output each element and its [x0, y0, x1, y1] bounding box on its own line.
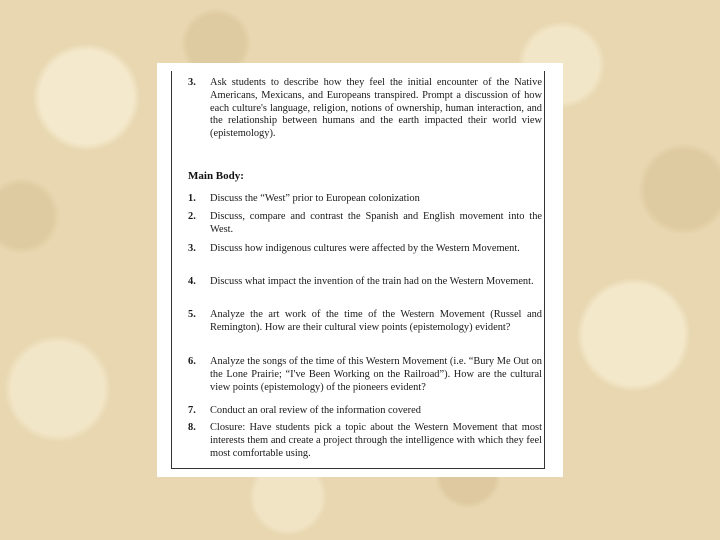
- document-frame: [171, 71, 545, 469]
- item-number: 7.: [188, 405, 196, 416]
- item-number: 2.: [188, 211, 196, 222]
- main-body-heading: Main Body:: [188, 170, 244, 182]
- item-number: 5.: [188, 309, 196, 320]
- item-text: Discuss the “West” prior to European colonization: [210, 193, 420, 204]
- item-number: 1.: [188, 193, 196, 204]
- item-text: Conduct an oral review of the information covered: [210, 405, 421, 416]
- item-text: Analyze the songs of the time of this Western Movement (i.e. “Bury Me Out on the Lone Prairie; “I've Been Working on the Railroad”). How are the cultural view points (epistemology) of the pioneers evident?: [210, 356, 542, 393]
- item-number: 3.: [188, 77, 196, 88]
- item-text: Closure: Have students pick a topic about the Western Movement that most interests them and create a project through the intelligence with which they feel most comfortable using.: [210, 422, 542, 459]
- item-text: Discuss how indigenous cultures were affected by the Western Movement.: [210, 243, 520, 254]
- item-text: Discuss what impact the invention of the train had on the Western Movement.: [210, 276, 534, 287]
- item-number: 8.: [188, 422, 196, 433]
- item-text: Ask students to describe how they feel the initial encounter of the Native Americans, Mexicans, and Europeans transpired. Prompt a discussion of how each culture's language, religion, notions of ownership, human interaction, and the relationship between humans and the earth impacted their world view (epistemology).: [210, 77, 542, 140]
- item-text: Discuss, compare and contrast the Spanish and English movement into the West.: [210, 211, 542, 235]
- scanned-document: [157, 63, 563, 477]
- item-number: 4.: [188, 276, 196, 287]
- item-text: Analyze the art work of the time of the Western Movement (Russel and Remington). How are their cultural view points (epistemology) evident?: [210, 309, 542, 333]
- item-number: 3.: [188, 243, 196, 254]
- item-number: 6.: [188, 356, 196, 367]
